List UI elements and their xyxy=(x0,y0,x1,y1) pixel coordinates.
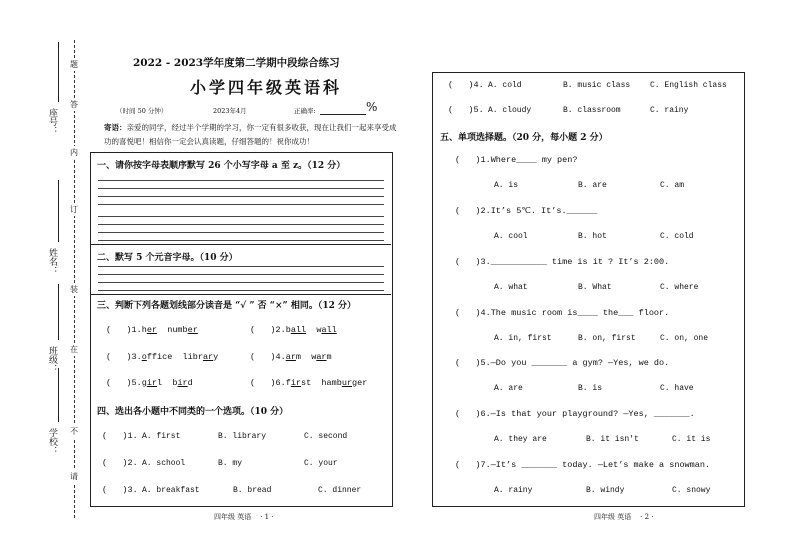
school-label: 学校： xyxy=(47,428,57,455)
s4-item-1: ( )1. xyxy=(102,431,138,441)
footer-left xyxy=(214,512,274,522)
s5-option[interactable]: B. windy xyxy=(586,486,625,495)
writing-line[interactable] xyxy=(98,290,384,291)
section4-title: 四、选出各小题中不同类的一个选项。（10 分） xyxy=(97,407,289,417)
s5-option[interactable]: A. cool xyxy=(494,232,528,241)
s4-option[interactable]: B. bread xyxy=(233,486,272,495)
writing-line[interactable] xyxy=(98,204,384,205)
writing-line[interactable] xyxy=(98,216,384,217)
s4-option[interactable]: A. breakfast xyxy=(142,486,200,495)
class-field[interactable] xyxy=(58,284,59,340)
binding-char: 在 xyxy=(70,345,78,354)
s3-item-6: ( )6.first hamburger xyxy=(250,378,368,388)
notice xyxy=(104,121,400,149)
binding-char: 不 xyxy=(70,427,78,436)
s4-option[interactable]: A. school xyxy=(142,459,186,468)
binding-char: 请 xyxy=(70,472,78,481)
s4-option[interactable]: C. second xyxy=(304,432,348,441)
s5-option[interactable]: C. snowy xyxy=(672,486,711,495)
s4-item-4: ( )4. xyxy=(448,80,484,90)
s5-option[interactable]: A. is xyxy=(494,181,519,190)
accuracy-label: 正确率: xyxy=(294,107,316,115)
binding-char: 答 xyxy=(70,100,78,109)
seat-number-label: 座号： xyxy=(47,108,57,135)
s5-option[interactable]: C. cold xyxy=(660,232,694,241)
s5-option[interactable]: A. in, first xyxy=(494,334,552,343)
footer-right-page: · 2 · xyxy=(640,513,654,521)
s3-item-3: ( )3.office library xyxy=(106,352,219,362)
s3-item-5: ( )5.girl bird xyxy=(106,378,193,388)
notice-text: 亲爱的同学，经过半个学期的学习，你一定有很多收获，现在让我们一起来享受成功的喜悦吧！相信你一定会认真读题，仔细答题的！祝你成功！ xyxy=(104,123,397,146)
accuracy-blank[interactable] xyxy=(320,114,366,115)
s4-option[interactable]: A. cold xyxy=(488,81,522,90)
exam-date: 2023年4月 xyxy=(213,107,247,115)
s5-option[interactable]: B. is xyxy=(578,384,603,393)
s5-option[interactable]: B. on, first xyxy=(578,334,636,343)
s4-option[interactable]: B. library xyxy=(218,432,267,441)
seat-number-field[interactable] xyxy=(58,42,59,102)
s5-question-3: ( )3.___________ time is it ? It’s 2:00. xyxy=(455,257,670,267)
s5-option[interactable]: A. rainy xyxy=(494,486,533,495)
section-divider xyxy=(90,244,391,245)
s5-option[interactable]: C. have xyxy=(660,384,694,393)
s5-option[interactable]: A. what xyxy=(494,283,528,292)
s5-option[interactable]: A. are xyxy=(494,384,523,393)
s4-option[interactable]: B. my xyxy=(218,459,243,468)
writing-line[interactable] xyxy=(98,196,384,197)
s4-option[interactable]: B. classroom xyxy=(563,106,621,115)
s5-option[interactable]: C. on, one xyxy=(660,334,709,343)
writing-line[interactable] xyxy=(98,282,384,283)
footer-left-page: · 1 · xyxy=(260,513,274,521)
s4-option[interactable]: B. music class xyxy=(563,81,631,90)
s5-question-2: ( )2.It’s 5℃. It’s.______ xyxy=(455,206,598,216)
s5-question-4: ( )4.The music room is____ the___ floor. xyxy=(455,308,670,318)
s5-option[interactable]: B. What xyxy=(578,283,612,292)
s4-option[interactable]: C. English class xyxy=(650,81,727,90)
writing-line[interactable] xyxy=(98,240,384,241)
writing-line[interactable] xyxy=(98,274,384,275)
s4-option[interactable]: C. your xyxy=(304,459,338,468)
s5-question-1: ( )1.Where____ my pen? xyxy=(455,155,578,165)
exam-time: （时间 50 分钟） xyxy=(116,107,168,115)
s4-item-3: ( )3. xyxy=(102,485,138,495)
footer-right xyxy=(594,512,654,522)
s5-option[interactable]: B. hot xyxy=(578,232,607,241)
section-divider xyxy=(90,294,391,295)
accuracy-unit: % xyxy=(366,100,378,114)
class-label: 班级： xyxy=(47,346,57,373)
name-field[interactable] xyxy=(58,180,59,242)
s5-question-6: ( )6.—Is that your playground? —Yes, _______. xyxy=(455,409,695,419)
school-field[interactable] xyxy=(58,368,59,422)
writing-line[interactable] xyxy=(98,232,384,233)
section3-title: 三、判断下列各题划线部分读音是 “√ ” 否 “×” 相同。（12 分） xyxy=(97,301,356,311)
s5-option[interactable]: B. are xyxy=(578,181,607,190)
s5-question-7: ( )7.—It’s _______ today. —Let’s make a snowman. xyxy=(455,460,711,470)
notice-label: 寄语： xyxy=(104,123,127,132)
binding-char: 内 xyxy=(70,148,78,157)
s5-question-5: ( )5.—Do you _______ a gym? —Yes, we do. xyxy=(455,358,670,368)
binding-char: 题 xyxy=(70,60,78,69)
section5-title: 五、单项选择题。（20 分，每小题 2 分） xyxy=(440,133,608,143)
s4-option[interactable]: C. rainy xyxy=(650,106,689,115)
s3-item-4: ( )4.arm warm xyxy=(250,352,332,362)
footer-right-label: 四年级 英语 xyxy=(594,513,632,521)
s4-item-2: ( )2. xyxy=(102,458,138,468)
binding-char: 订 xyxy=(70,205,78,214)
s4-option[interactable]: A. cloudy xyxy=(488,106,532,115)
binding-dashed-line xyxy=(74,40,75,518)
exam-subject: 小学四年级英语科 xyxy=(190,78,343,97)
s3-item-2: ( )2.ball wall xyxy=(250,325,337,335)
binding-char: 装 xyxy=(70,285,78,294)
s4-option[interactable]: C. dinner xyxy=(318,486,362,495)
section2-title: 二、默写 5 个元音字母。（10 分） xyxy=(97,253,238,263)
section1-title: 一、请你按字母表顺序默写 26 个小写字母 a 至 z。（12 分） xyxy=(97,161,346,171)
exam-title: 2022 - 2023学年度第二学期中段综合练习 xyxy=(133,57,340,69)
s5-option[interactable]: C. am xyxy=(660,181,685,190)
writing-line[interactable] xyxy=(98,180,384,181)
footer-left-label: 四年级 英语 xyxy=(214,513,252,521)
s4-item-5: ( )5. xyxy=(448,105,484,115)
writing-line[interactable] xyxy=(98,224,384,225)
writing-line[interactable] xyxy=(98,266,384,267)
s5-option[interactable]: A. they are xyxy=(494,435,547,444)
name-label: 姓名： xyxy=(47,248,57,275)
s4-option[interactable]: A. first xyxy=(142,432,181,441)
s5-option[interactable]: C. it is xyxy=(672,435,711,444)
s3-item-1: ( )1.her number xyxy=(106,325,198,335)
writing-line[interactable] xyxy=(98,188,384,189)
s5-option[interactable]: C. where xyxy=(660,283,699,292)
s5-option[interactable]: B. it isn't xyxy=(586,435,639,444)
